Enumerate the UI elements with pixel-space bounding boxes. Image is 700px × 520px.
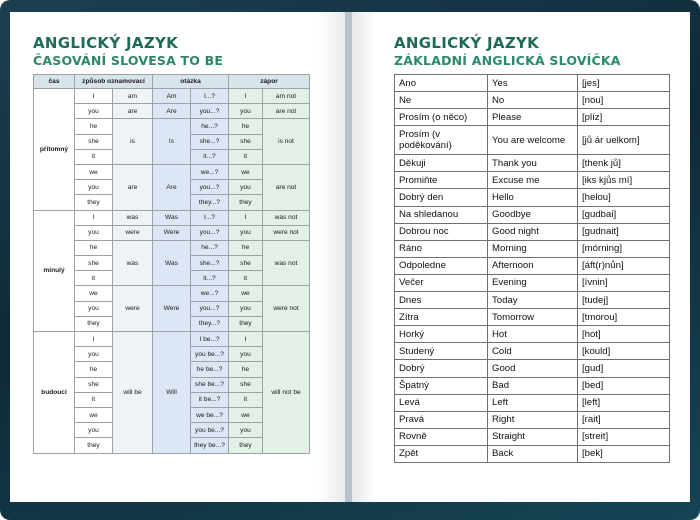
question-pronoun-cell: it...? (191, 271, 229, 286)
vocab-row (395, 428, 670, 445)
negative-pronoun-cell: he (229, 362, 263, 377)
table-row (34, 286, 310, 301)
pronoun-cell: you (75, 225, 113, 240)
negative-form-cell: are not (263, 104, 310, 119)
pronoun-cell: he (75, 362, 113, 377)
czech-word-cell: Dobrý den (395, 189, 488, 206)
negative-pronoun-cell: they (229, 438, 263, 453)
negative-form-cell: were not (263, 225, 310, 240)
negative-form-cell: are not (263, 164, 310, 210)
indicative-form-cell: am (113, 89, 153, 104)
negative-pronoun-cell: we (229, 164, 263, 179)
pronoun-cell: they (75, 438, 113, 453)
negative-pronoun-cell: I (229, 210, 263, 225)
vocab-row (395, 377, 670, 394)
pronoun-cell: they (75, 316, 113, 331)
pronunciation-cell: [kould] (578, 343, 670, 360)
indicative-form-cell: will be (113, 332, 153, 454)
czech-word-cell: Studený (395, 343, 488, 360)
english-word-cell: Left (488, 394, 578, 411)
conjugation-body (34, 89, 310, 454)
question-form-cell: Will (153, 332, 191, 454)
czech-word-cell: Prosím (v poděkování) (395, 126, 488, 155)
pronunciation-cell: [bed] (578, 377, 670, 394)
english-word-cell: Cold (488, 343, 578, 360)
right-page-title: ANGLICKÝ JAZYK (394, 34, 540, 52)
pronunciation-cell: [bek] (578, 445, 670, 462)
pronoun-cell: you (75, 347, 113, 362)
negative-pronoun-cell: they (229, 316, 263, 331)
english-word-cell: Bad (488, 377, 578, 394)
negative-pronoun-cell: it (229, 271, 263, 286)
negative-pronoun-cell: you (229, 225, 263, 240)
negative-pronoun-cell: I (229, 89, 263, 104)
question-pronoun-cell: I...? (191, 89, 229, 104)
question-pronoun-cell: you...? (191, 180, 229, 195)
pronunciation-cell: [jů ár uelkom] (578, 126, 670, 155)
header-negative: zápor (229, 75, 310, 89)
question-pronoun-cell: he be...? (191, 362, 229, 377)
czech-word-cell: Pravá (395, 411, 488, 428)
czech-word-cell: Dobrý (395, 360, 488, 377)
vocab-row (395, 240, 670, 257)
czech-word-cell: Večer (395, 274, 488, 291)
negative-form-cell: was not (263, 240, 310, 286)
negative-pronoun-cell: you (229, 423, 263, 438)
negative-pronoun-cell: she (229, 377, 263, 392)
question-pronoun-cell: you...? (191, 104, 229, 119)
pronoun-cell: you (75, 180, 113, 195)
table-row (34, 332, 310, 347)
question-form-cell: Am (153, 89, 191, 104)
pronunciation-cell: [gudbai] (578, 206, 670, 223)
english-word-cell: Morning (488, 240, 578, 257)
negative-form-cell: were not (263, 286, 310, 332)
vocabulary-body (395, 75, 670, 463)
negative-pronoun-cell: I (229, 332, 263, 347)
negative-form-cell: will not be (263, 332, 310, 454)
pronoun-cell: I (75, 89, 113, 104)
pronoun-cell: we (75, 164, 113, 179)
table-header-row (34, 75, 310, 89)
tense-name-cell: přítomný (34, 89, 75, 211)
indicative-form-cell: are (113, 164, 153, 210)
header-question: otázka (153, 75, 229, 89)
left-page-title: ANGLICKÝ JAZYK (33, 34, 179, 52)
czech-word-cell: Zpět (395, 445, 488, 462)
czech-word-cell: Dobrou noc (395, 223, 488, 240)
negative-pronoun-cell: we (229, 286, 263, 301)
vocab-row (395, 75, 670, 92)
question-pronoun-cell: I be...? (191, 332, 229, 347)
question-pronoun-cell: I...? (191, 210, 229, 225)
question-pronoun-cell: we...? (191, 286, 229, 301)
question-pronoun-cell: he...? (191, 119, 229, 134)
pronunciation-cell: [áft(r)nůn] (578, 257, 670, 274)
pronunciation-cell: [iks kjůs mí] (578, 172, 670, 189)
vocabulary-table (394, 74, 670, 463)
vocab-row (395, 445, 670, 462)
pronunciation-cell: [hot] (578, 326, 670, 343)
book-spine (345, 12, 352, 502)
czech-word-cell: Na shledanou (395, 206, 488, 223)
indicative-form-cell: are (113, 104, 153, 119)
vocab-row (395, 394, 670, 411)
english-word-cell: Yes (488, 75, 578, 92)
pronunciation-cell: [left] (578, 394, 670, 411)
pronoun-cell: she (75, 377, 113, 392)
header-tense: čas (34, 75, 75, 89)
pronunciation-cell: [ívnin] (578, 274, 670, 291)
pronoun-cell: we (75, 286, 113, 301)
question-pronoun-cell: it be...? (191, 392, 229, 407)
table-row (34, 164, 310, 179)
vocab-row (395, 126, 670, 155)
right-page-subtitle: ZÁKLADNÍ ANGLICKÁ SLOVÍČKA (394, 53, 621, 68)
vocab-row (395, 411, 670, 428)
english-word-cell: Today (488, 292, 578, 309)
czech-word-cell: Horký (395, 326, 488, 343)
pronunciation-cell: [thenk jů] (578, 155, 670, 172)
english-word-cell: Goodbye (488, 206, 578, 223)
question-pronoun-cell: you...? (191, 301, 229, 316)
pronunciation-cell: [tmorou] (578, 309, 670, 326)
pronoun-cell: she (75, 134, 113, 149)
negative-pronoun-cell: he (229, 240, 263, 255)
pronoun-cell: he (75, 119, 113, 134)
question-pronoun-cell: they...? (191, 195, 229, 210)
pronunciation-cell: [helou] (578, 189, 670, 206)
vocab-row (395, 257, 670, 274)
pronunciation-cell: [rait] (578, 411, 670, 428)
pronunciation-cell: [nou] (578, 92, 670, 109)
question-pronoun-cell: you be...? (191, 347, 229, 362)
pronoun-cell: he (75, 240, 113, 255)
indicative-form-cell: was (113, 210, 153, 225)
question-form-cell: Were (153, 225, 191, 240)
indicative-form-cell: is (113, 119, 153, 165)
negative-pronoun-cell: he (229, 119, 263, 134)
tense-name-cell: minulý (34, 210, 75, 332)
table-row (34, 225, 310, 240)
pronunciation-cell: [plíz] (578, 109, 670, 126)
pronoun-cell: you (75, 423, 113, 438)
czech-word-cell: Promiňte (395, 172, 488, 189)
question-pronoun-cell: she...? (191, 256, 229, 271)
vocab-row (395, 109, 670, 126)
english-word-cell: No (488, 92, 578, 109)
pronoun-cell: I (75, 332, 113, 347)
negative-pronoun-cell: it (229, 149, 263, 164)
vocab-row (395, 206, 670, 223)
czech-word-cell: Ráno (395, 240, 488, 257)
question-pronoun-cell: they be...? (191, 438, 229, 453)
pronoun-cell: I (75, 210, 113, 225)
negative-pronoun-cell: they (229, 195, 263, 210)
pronoun-cell: we (75, 407, 113, 422)
question-pronoun-cell: we be...? (191, 407, 229, 422)
english-word-cell: Back (488, 445, 578, 462)
pronoun-cell: you (75, 301, 113, 316)
czech-word-cell: Špatný (395, 377, 488, 394)
question-pronoun-cell: she be...? (191, 377, 229, 392)
negative-pronoun-cell: you (229, 347, 263, 362)
pronunciation-cell: [mórning] (578, 240, 670, 257)
question-pronoun-cell: you be...? (191, 423, 229, 438)
english-word-cell: Evening (488, 274, 578, 291)
english-word-cell: Tomorrow (488, 309, 578, 326)
vocab-row (395, 223, 670, 240)
negative-pronoun-cell: it (229, 392, 263, 407)
vocab-row (395, 172, 670, 189)
pronoun-cell: it (75, 271, 113, 286)
negative-pronoun-cell: you (229, 301, 263, 316)
pronoun-cell: you (75, 104, 113, 119)
table-row (34, 210, 310, 225)
question-pronoun-cell: it...? (191, 149, 229, 164)
vocab-row (395, 92, 670, 109)
negative-pronoun-cell: we (229, 407, 263, 422)
table-row (34, 240, 310, 255)
pronunciation-cell: [jes] (578, 75, 670, 92)
question-pronoun-cell: he...? (191, 240, 229, 255)
vocab-row (395, 155, 670, 172)
negative-pronoun-cell: she (229, 256, 263, 271)
question-form-cell: Was (153, 210, 191, 225)
czech-word-cell: Zítra (395, 309, 488, 326)
czech-word-cell: Ano (395, 75, 488, 92)
question-pronoun-cell: they...? (191, 316, 229, 331)
vocab-row (395, 309, 670, 326)
vocab-row (395, 189, 670, 206)
english-word-cell: Thank you (488, 155, 578, 172)
table-row (34, 119, 310, 134)
pronunciation-cell: [tudej] (578, 292, 670, 309)
table-row (34, 89, 310, 104)
english-word-cell: Excuse me (488, 172, 578, 189)
negative-form-cell: was not (263, 210, 310, 225)
question-form-cell: Were (153, 286, 191, 332)
negative-form-cell: is not (263, 119, 310, 165)
vocab-row (395, 274, 670, 291)
indicative-form-cell: were (113, 225, 153, 240)
negative-form-cell: am not (263, 89, 310, 104)
english-word-cell: Right (488, 411, 578, 428)
vocab-row (395, 343, 670, 360)
vocab-row (395, 326, 670, 343)
czech-word-cell: Prosím (o něco) (395, 109, 488, 126)
question-form-cell: Was (153, 240, 191, 286)
negative-pronoun-cell: you (229, 180, 263, 195)
pronunciation-cell: [gudnait] (578, 223, 670, 240)
pronoun-cell: she (75, 256, 113, 271)
table-row (34, 104, 310, 119)
english-word-cell: Good (488, 360, 578, 377)
english-word-cell: Hot (488, 326, 578, 343)
question-pronoun-cell: we...? (191, 164, 229, 179)
pronoun-cell: they (75, 195, 113, 210)
english-word-cell: You are welcome (488, 126, 578, 155)
czech-word-cell: Rovně (395, 428, 488, 445)
czech-word-cell: Odpoledne (395, 257, 488, 274)
english-word-cell: Please (488, 109, 578, 126)
indicative-form-cell: was (113, 240, 153, 286)
indicative-form-cell: were (113, 286, 153, 332)
czech-word-cell: Ne (395, 92, 488, 109)
czech-word-cell: Levá (395, 394, 488, 411)
english-word-cell: Afternoon (488, 257, 578, 274)
negative-pronoun-cell: you (229, 104, 263, 119)
vocab-row (395, 292, 670, 309)
vocab-row (395, 360, 670, 377)
question-form-cell: Are (153, 104, 191, 119)
pronunciation-cell: [gud] (578, 360, 670, 377)
left-page-subtitle: ČASOVÁNÍ SLOVESA TO BE (33, 53, 224, 68)
question-pronoun-cell: she...? (191, 134, 229, 149)
english-word-cell: Good night (488, 223, 578, 240)
to-be-conjugation-table (33, 74, 310, 454)
header-indicative: způsob oznamovací (75, 75, 153, 89)
pronoun-cell: it (75, 149, 113, 164)
pronunciation-cell: [streit] (578, 428, 670, 445)
czech-word-cell: Dnes (395, 292, 488, 309)
question-form-cell: Are (153, 164, 191, 210)
question-form-cell: Is (153, 119, 191, 165)
tense-name-cell: budoucí (34, 332, 75, 454)
negative-pronoun-cell: she (229, 134, 263, 149)
czech-word-cell: Děkuji (395, 155, 488, 172)
pronoun-cell: it (75, 392, 113, 407)
english-word-cell: Straight (488, 428, 578, 445)
english-word-cell: Hello (488, 189, 578, 206)
question-pronoun-cell: you...? (191, 225, 229, 240)
